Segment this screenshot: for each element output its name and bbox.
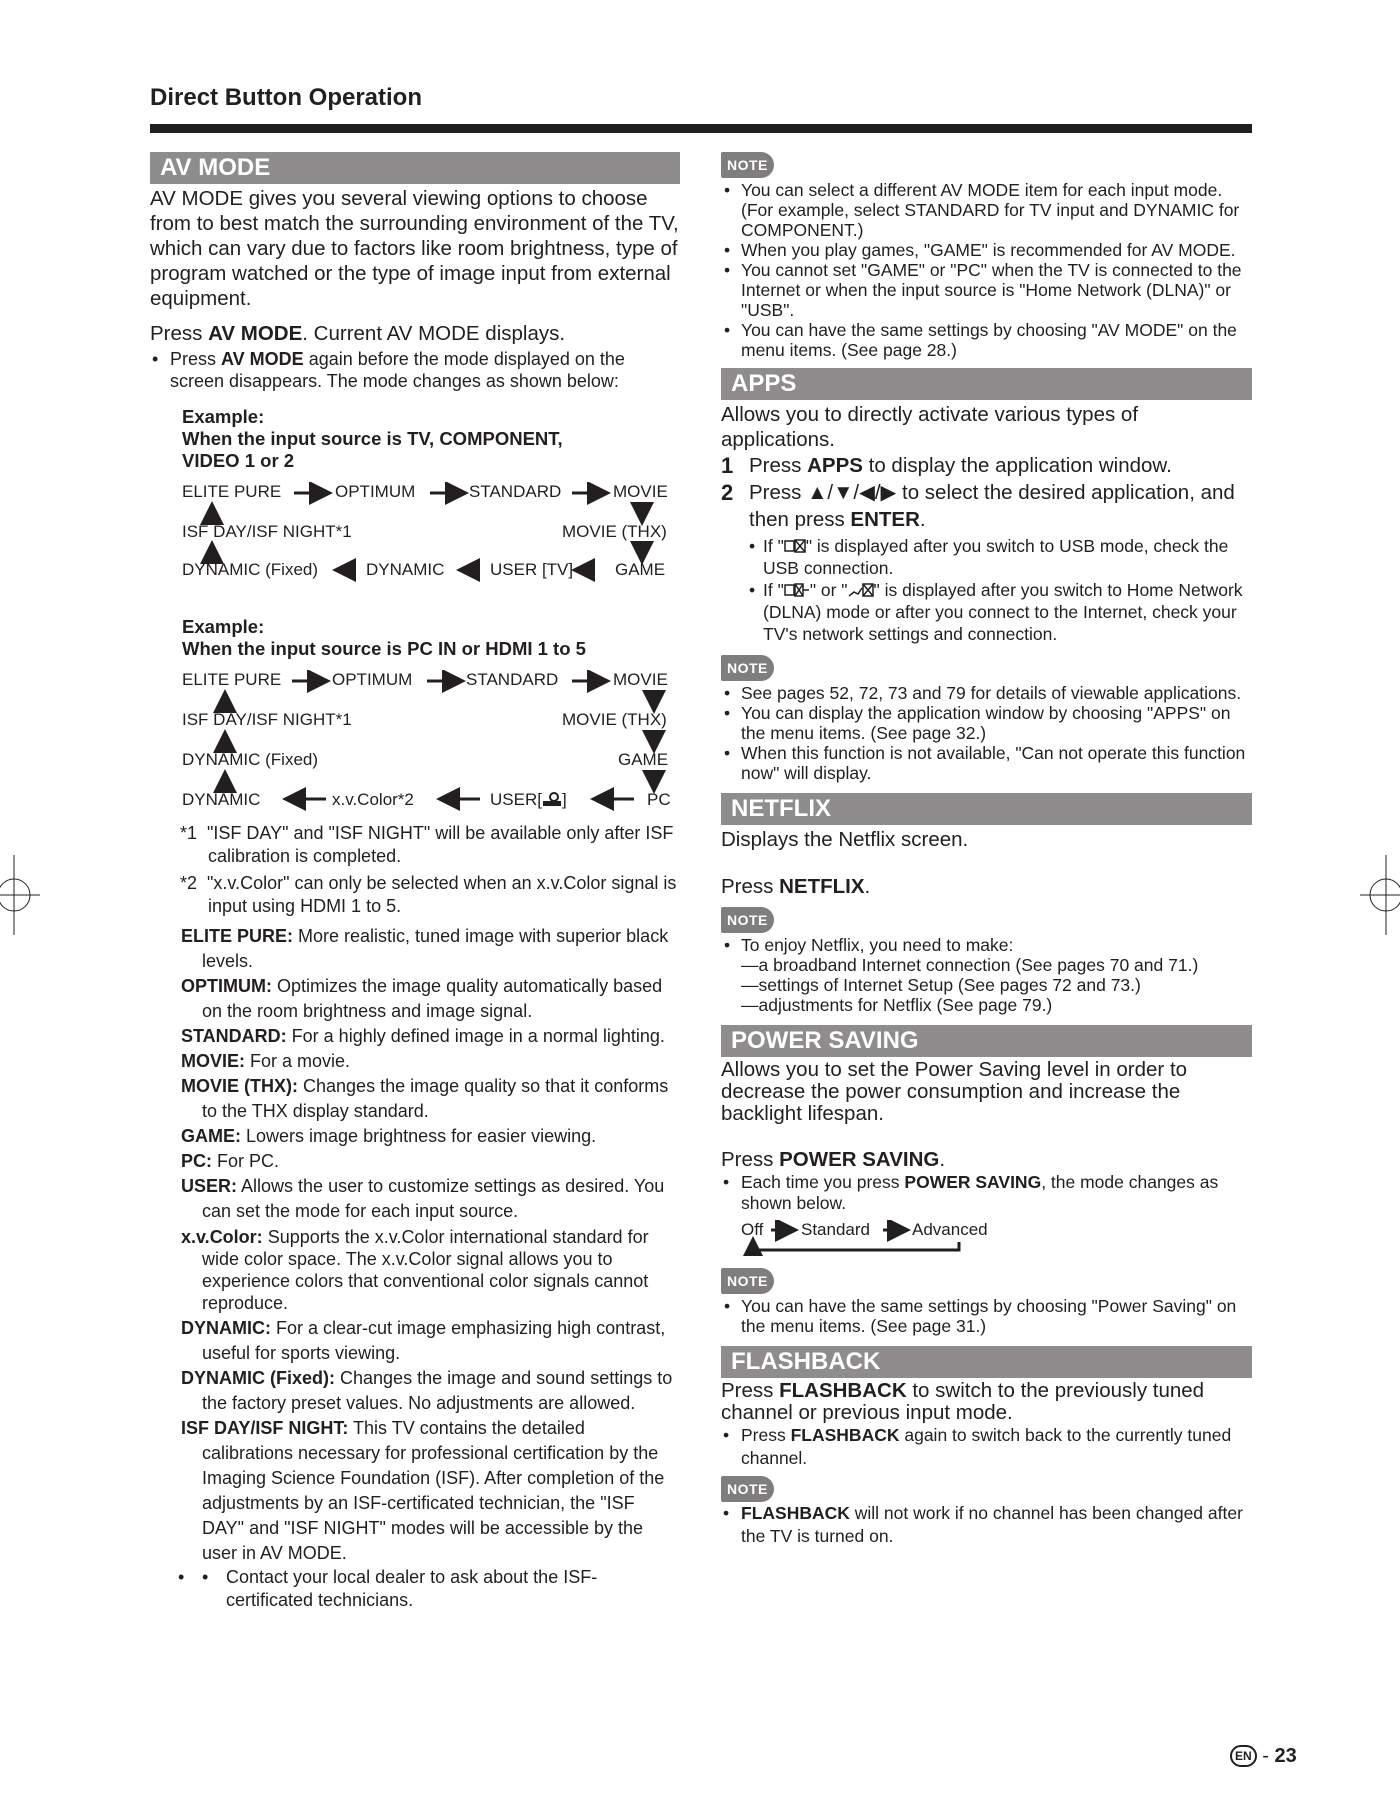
apps-step-1: 1 Press APPS to display the application window. (721, 453, 1172, 478)
example2-condition: When the input source is PC IN or HDMI 1 to 5 (182, 638, 586, 659)
def-dynamic-fixed: DYNAMIC (Fixed): Changes the image and sound settings to the factory preset values. No adjustments are allowed. (181, 1368, 673, 1413)
av-note-1: • You can select a different AV MODE item for each input mode. (For example, select STANDARD for TV input and DYNAMIC for COMPONENT.) (721, 180, 1252, 240)
flashback-note: • FLASHBACK will not work if no channel has been changed after the TV is turned on. (721, 1502, 1252, 1548)
note-badge-flashback: NOTE (721, 1476, 774, 1502)
left-column (150, 152, 680, 1612)
apps-notes (721, 683, 1252, 783)
av-mode-bullet: • Press AV MODE again before the mode displayed on the screen disappears. The mode changes as shown below: (150, 348, 680, 392)
note-badge-apps: NOTE (721, 655, 774, 681)
def-dynamic: DYNAMIC: For a clear-cut image emphasizing high contrast, useful for sports viewing. (181, 1318, 666, 1363)
def-isf: ISF DAY/ISF NIGHT: This TV contains the detailed calibrations necessary for professional certification by the Imaging Science Foundation (ISF). After completion of the adjustments by an ISF-certificated technician, the "ISF DAY" and "ISF NIGHT" modes will be accessible by the user in AV MODE. (181, 1418, 665, 1563)
network-error-icon (784, 582, 810, 598)
internet-error-icon (848, 582, 874, 598)
def-standard: STANDARD: For a highly defined image in a normal lighting. (181, 1026, 665, 1046)
ex2-game: GAME (618, 750, 669, 769)
def-movie-thx: MOVIE (THX): Changes the image quality so that it conforms to the THX display standard. (181, 1076, 669, 1121)
av-notes (721, 180, 1252, 360)
ex2-elite-pure: ELITE PURE (182, 670, 282, 689)
header-rule (150, 124, 1252, 133)
ex2-isf: ISF DAY/ISF NIGHT*1 (182, 710, 352, 729)
def-optimum: OPTIMUM: Optimizes the image quality automatically based on the room brightness and image signal. (181, 976, 663, 1021)
ps-advanced: Advanced (912, 1220, 988, 1239)
example2-label: Example: (182, 616, 265, 637)
registration-mark-left (0, 855, 40, 935)
power-saving-cycle (741, 1220, 1021, 1256)
ex2-optimum: OPTIMUM (332, 670, 413, 689)
note-badge-av: NOTE (721, 152, 774, 178)
note-badge-netflix: NOTE (721, 907, 774, 933)
power-saving-press: Press POWER SAVING. (721, 1148, 946, 1171)
netflix-intro: Displays the Netflix screen. (721, 828, 969, 851)
registration-mark-right (1360, 855, 1400, 935)
netflix-note: • To enjoy Netflix, you need to make: (721, 935, 1252, 955)
netflix-dash-2: —settings of Internet Setup (See pages 72 and 73.) (741, 975, 1141, 995)
netflix-heading: NETFLIX (721, 793, 1252, 825)
example2-cycle-diagram (182, 670, 680, 816)
ex1-dynamic-fixed: DYNAMIC (Fixed) (182, 560, 319, 579)
ex1-elite-pure: ELITE PURE (182, 482, 282, 501)
ex2-xvcolor: x.v.Color*2 (332, 790, 414, 809)
power-saving-heading: POWER SAVING (721, 1025, 1252, 1057)
netflix-dash-3: —adjustments for Netflix (See page 79.) (741, 995, 1053, 1015)
apps-note-1: • See pages 52, 72, 73 and 79 for details of viewable applications. (721, 683, 1252, 703)
example1-cycle-diagram (182, 482, 680, 588)
power-note: • You can have the same settings by choosing "Power Saving" on the menu items. (See page 31.) (721, 1296, 1252, 1336)
flashback-heading: FLASHBACK (721, 1346, 1252, 1378)
example1-condition: When the input source is TV, COMPONENT, VIDEO 1 or 2 (182, 428, 563, 471)
footnote-2: *2 "x.v.Color" can only be selected when an x.v.Color signal is input using HDMI 1 to 5. (180, 873, 677, 916)
ex2-movie-thx: MOVIE (THX) (562, 710, 667, 729)
note-badge-power: NOTE (721, 1268, 774, 1294)
power-notes (721, 1296, 1252, 1336)
flashback-bullet: • Press FLASHBACK again to switch back to the currently tuned channel. (721, 1424, 1252, 1470)
av-mode-intro: AV MODE gives you several viewing options to choose from to best match the surrounding environment of the TV, which can vary due to factors like room brightness, type of program watched or the type of image input from external equipment. (150, 187, 679, 310)
apps-heading: APPS (721, 368, 1252, 400)
ps-off: Off (741, 1220, 764, 1239)
ex2-movie: MOVIE (613, 670, 668, 689)
ex2-dynamic: DYNAMIC (182, 790, 261, 809)
def-movie: MOVIE: For a movie. (181, 1051, 351, 1071)
language-badge: EN (1230, 1745, 1257, 1767)
apps-step-2: 2 Press ▲/▼/◀/▶ to select the desired application, and then press ENTER. (721, 480, 1235, 531)
direction-arrows-icon: ▲/▼/◀/▶ (807, 481, 897, 504)
def-pc: PC: For PC. (181, 1151, 280, 1171)
user-pen-icon (542, 791, 562, 807)
ex1-standard: STANDARD (469, 482, 562, 501)
ex1-movie-thx: MOVIE (THX) (562, 522, 667, 541)
footnote-1: *1 "ISF DAY" and "ISF NIGHT" will be available only after ISF calibration is completed. (180, 823, 674, 866)
av-note-2: • When you play games, "GAME" is recommended for AV MODE. (721, 240, 1252, 260)
def-elite-pure: ELITE PURE: More realistic, tuned image with superior black levels. (181, 926, 669, 971)
page-title: Direct Button Operation (150, 84, 423, 111)
def-user: USER: Allows the user to customize settings as desired. You can set the mode for each input source. (181, 1176, 665, 1221)
ps-standard: Standard (801, 1220, 870, 1239)
ex1-game: GAME (615, 560, 666, 579)
page-number: EN - 23 (1230, 1745, 1297, 1768)
isf-dealer-bullet: • • Contact your local dealer to ask about the ISF-certificated technicians. (150, 1566, 680, 1612)
ex1-isf: ISF DAY/ISF NIGHT*1 (182, 522, 352, 541)
ex2-pc: PC (647, 790, 671, 809)
ex1-user: USER [TV] (490, 560, 574, 579)
flashback-press: Press FLASHBACK to switch to the previously tuned channel or previous input mode. (721, 1379, 1205, 1424)
av-mode-press: Press AV MODE. Current AV MODE displays. (150, 322, 566, 345)
apps-note-2: • You can display the application window by choosing "APPS" on the menu items. (See page 32.) (721, 703, 1252, 743)
def-game: GAME: Lowers image brightness for easier viewing. (181, 1126, 597, 1146)
ex2-standard: STANDARD (466, 670, 559, 689)
ex2-dynamic-fixed: DYNAMIC (Fixed) (182, 750, 319, 769)
apps-intro: Allows you to directly activate various types of applications. (721, 403, 1139, 451)
av-mode-heading: AV MODE (150, 152, 680, 184)
right-column (721, 152, 1252, 1548)
ex1-optimum: OPTIMUM (335, 482, 416, 501)
netflix-dash-1: —a broadband Internet connection (See pages 70 and 71.) (741, 955, 1199, 975)
apps-note-3: • When this function is not available, "Can not operate this function now" will display. (721, 743, 1252, 783)
ex2-user: USER[ ] (490, 790, 567, 809)
av-note-3: • You cannot set "GAME" or "PC" when the TV is connected to the Internet or when the input source is "Home Network (DLNA)" or "USB". (721, 260, 1252, 320)
apps-sub-1: • If " " is displayed after you switch to USB mode, check the USB connection. (721, 535, 1252, 579)
usb-error-icon (784, 538, 806, 554)
netflix-press: Press NETFLIX. (721, 875, 871, 898)
power-saving-intro: Allows you to set the Power Saving level in order to decrease the power consumption and increase the backlight lifespan. (721, 1058, 1188, 1125)
ex1-dynamic: DYNAMIC (366, 560, 445, 579)
def-xvcolor: x.v.Color: Supports the x.v.Color international standard for wide color space. The x.v.Color signal allows you to experience colors that conventional color signals cannot reproduce. (181, 1227, 649, 1313)
av-note-4: • You can have the same settings by choosing "AV MODE" on the menu items. (See page 28.) (721, 320, 1252, 360)
example1-label: Example: (182, 406, 265, 427)
ex1-movie: MOVIE (613, 482, 668, 501)
netflix-notes (721, 935, 1252, 955)
power-saving-bullet: • Each time you press POWER SAVING, the mode changes as shown below. (721, 1172, 1252, 1214)
apps-sub-2: • If " " or " " is displayed after you switch to Home Network (DLNA) mode or after you connect to the Internet, check your TV's network settings and connection. (721, 579, 1252, 645)
